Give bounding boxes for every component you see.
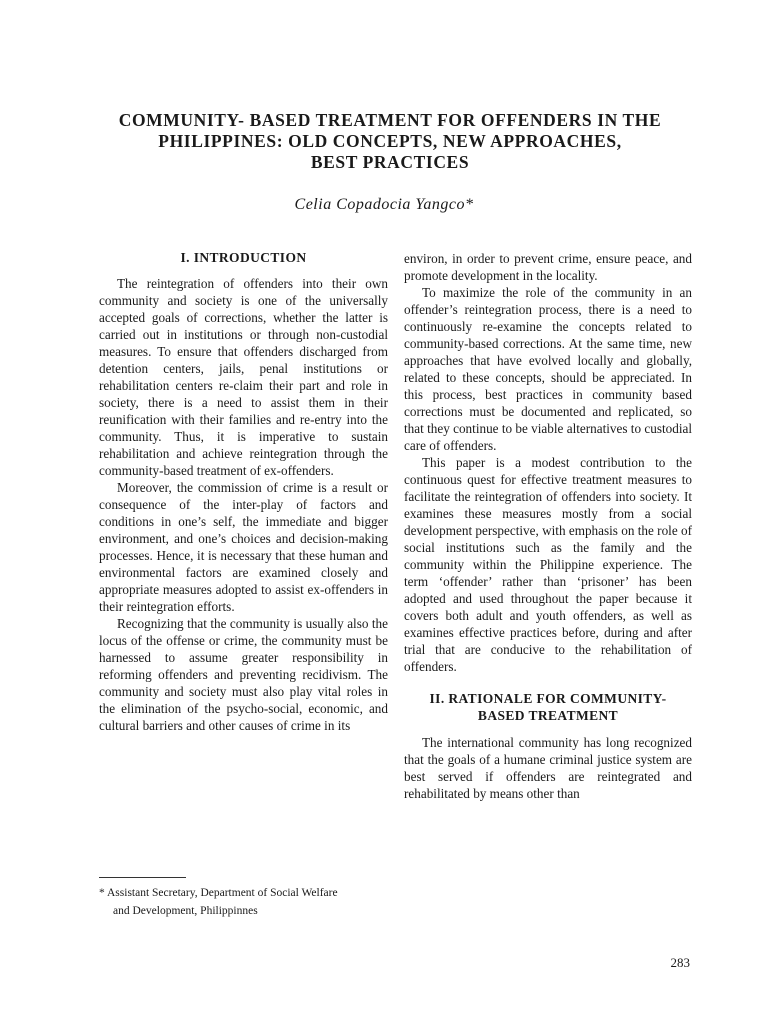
heading-line: BASED TREATMENT (477, 708, 619, 723)
title-line: COMMUNITY- BASED TREATMENT FOR OFFENDERS IN THE (118, 110, 662, 130)
section-heading-introduction: I. INTRODUCTION (180, 250, 307, 265)
paragraph: This paper is a modest contribution to the continuous quest for effective treatment measures to facilitate the reintegration of offenders into society. It examines these measures mostly from a social development perspective, with emphasis on the role of social institutions such as the family and the community within the Philippine experience. The term ‘offender’ rather than ‘prisoner’ has been adopted and used throughout the paper because it covers both adult and youth offenders, as well as examines effective practices before, during and after trial that are conducive to the rehabilitation of offenders. (404, 455, 692, 674)
footnote-line: * Assistant Secretary, Department of Social Welfare (99, 887, 338, 899)
paragraph-continuation: environ, in order to prevent crime, ensure peace, and promote development in the locality. (404, 251, 692, 283)
paragraph: Moreover, the commission of crime is a result or consequence of the inter-play of factors and conditions in one’s self, the immediate and bigger environment, and one’s choices and decision-making processes. Hence, it is necessary that these human and environmental factors are examined closely and appropriate measures adopted to assist ex-offenders in their reintegration efforts. (99, 480, 388, 614)
paragraph: Recognizing that the community is usually also the locus of the offense or crime, the community must be harnessed to assume greater responsibility in reforming offenders and preventing recidivism. The community and society must also play vital roles in the elimination of the psycho-social, economic, and cultural barriers and other causes of crime in its (99, 616, 388, 733)
paragraph: The reintegration of offenders into their own community and society is one of the universally accepted goals of corrections, whether the latter is carried out in institutions or through non-custodial measures. To ensure that offenders discharged from detention centers, jails, penal institutions or rehabilitation centers re-claim their part and role in society, there is a need to assist them in their reunification with their families and re-entry into the community. Thus, it is imperative to sustain rehabilitation and achieve reintegration through the community-based treatment of ex-offenders. (99, 276, 388, 478)
paragraph: To maximize the role of the community in an offender’s reintegration process, there is a need to continuously re-examine the concepts related to community-based corrections. At the same time, new approaches that have evolved locally and globally, related to these concepts, should be appreciated. In this process, best practices in community based corrections must be documented and replicated, so that they continue to be viable alternatives to custodial care of offenders. (404, 285, 692, 453)
page-number: 283 (670, 955, 690, 970)
footnote-divider (99, 877, 186, 878)
footnote-line: and Development, Philippinnes (113, 905, 258, 917)
author-name: Celia Copadocia Yangco* (294, 196, 474, 213)
section-heading-rationale (404, 690, 692, 724)
title-line: BEST PRACTICES (310, 152, 470, 172)
footnote (99, 884, 394, 920)
heading-line: II. RATIONALE FOR COMMUNITY- (429, 691, 667, 706)
right-column (404, 250, 692, 802)
left-column (99, 249, 388, 734)
paragraph: The international community has long recognized that the goals of a humane criminal justice system are best served if offenders are reintegrated and rehabilitated by means other than (404, 735, 692, 801)
paper-title (80, 110, 700, 173)
title-line: PHILIPPINES: OLD CONCEPTS, NEW APPROACHES, (158, 131, 622, 151)
